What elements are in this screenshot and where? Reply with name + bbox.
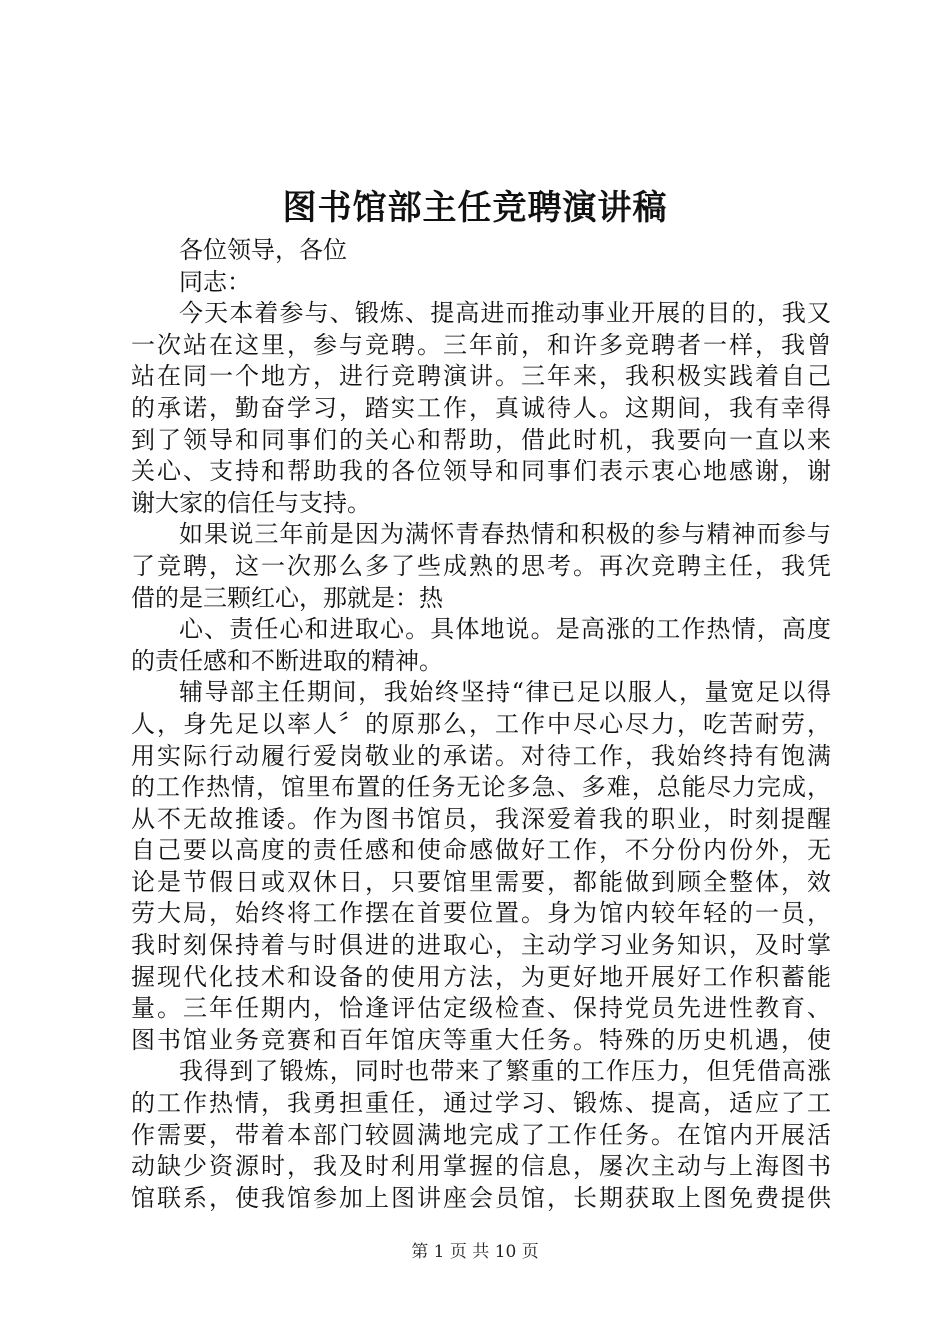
text-line: 今天本着参与、锻炼、提高进而推动事业开展的目的，我又 — [179, 299, 831, 328]
text-line: 动缺少资源时，我及时利用掌握的信息，屡次主动与上海图书 — [131, 1152, 831, 1181]
document-body — [131, 235, 831, 1214]
text-line: 关心、支持和帮助我的各位领导和同事们表示衷心地感谢，谢 — [131, 457, 831, 486]
text-line: 借的是三颗红心，那就是：热 — [131, 583, 443, 612]
text-line: 作需要，带着本部门较圆满地完成了工作任务。在馆内开展活 — [131, 1120, 831, 1149]
text-line: 人，身先足以率人〞的原那么，工作中尽心尽力，吃苦耐劳， — [131, 709, 831, 738]
text-line: 我得到了锻炼，同时也带来了繁重的工作压力，但凭借高涨 — [179, 1057, 831, 1086]
text-line: 量。三年任期内，恰逢评估定级检查、保持党员先进性教育、 — [131, 994, 831, 1023]
text-line: 握现代化技术和设备的使用方法，为更好地开展好工作积蓄能 — [131, 962, 831, 991]
text-line: 用实际行动履行爱岗敬业的承诺。对待工作，我始终持有饱满 — [131, 741, 831, 770]
text-line: 馆联系，使我馆参加上图讲座会员馆，长期获取上图免费提供 — [131, 1183, 831, 1212]
document-title: 图书馆部主任竞聘演讲稿 — [282, 188, 668, 228]
text-line: 劳大局，始终将工作摆在首要位置。身为馆内较年轻的一员， — [131, 899, 831, 928]
text-line: 的承诺，勤奋学习，踏实工作，真诚待人。这期间，我有幸得 — [131, 393, 831, 422]
text-line: 自己要以高度的责任感和使命感做好工作，不分份内份外，无 — [131, 836, 831, 865]
text-line: 谢大家的信任与支持。 — [131, 488, 371, 517]
text-line: 图书馆业务竞赛和百年馆庆等重大任务。特殊的历史机遇，使 — [131, 1025, 831, 1054]
text-line: 的工作热情，馆里布置的任务无论多急、多难，总能尽力完成， — [131, 773, 831, 802]
text-line: 心、责任心和进取心。具体地说。是高涨的工作热情，高度 — [179, 615, 831, 644]
text-line: 各位领导，各位 — [179, 236, 347, 264]
text-line: 论是节假日或双休日，只要馆里需要，都能做到顾全整体，效 — [131, 867, 831, 896]
text-line: 从不无故推诿。作为图书馆员，我深爱着我的职业，时刻提醒 — [131, 804, 831, 833]
text-line: 的工作热情，我勇担重任，通过学习、锻炼、提高，适应了工 — [131, 1089, 831, 1118]
text-line: 如果说三年前是因为满怀青春热情和积极的参与精神而参与 — [179, 520, 831, 549]
page-number-footer: 第 1 页 共 10 页 — [411, 1242, 539, 1262]
text-line: 同志： — [179, 267, 251, 296]
text-line: 一次站在这里，参与竞聘。三年前，和许多竞聘者一样，我曾 — [131, 330, 831, 359]
text-line: 辅导部主任期间，我始终坚持“律已足以服人，量宽足以得 — [179, 678, 831, 707]
text-line: 站在同一个地方，进行竞聘演讲。三年来，我积极实践着自己 — [131, 362, 831, 391]
text-line: 到了领导和同事们的关心和帮助，借此时机，我要向一直以来 — [131, 425, 831, 454]
text-line: 的责任感和不断进取的精神。 — [131, 646, 443, 675]
text-line: 我时刻保持着与时俱进的进取心，主动学习业务知识，及时掌 — [131, 931, 831, 960]
text-line: 了竞聘，这一次那么多了些成熟的思考。再次竞聘主任，我凭 — [131, 551, 831, 580]
